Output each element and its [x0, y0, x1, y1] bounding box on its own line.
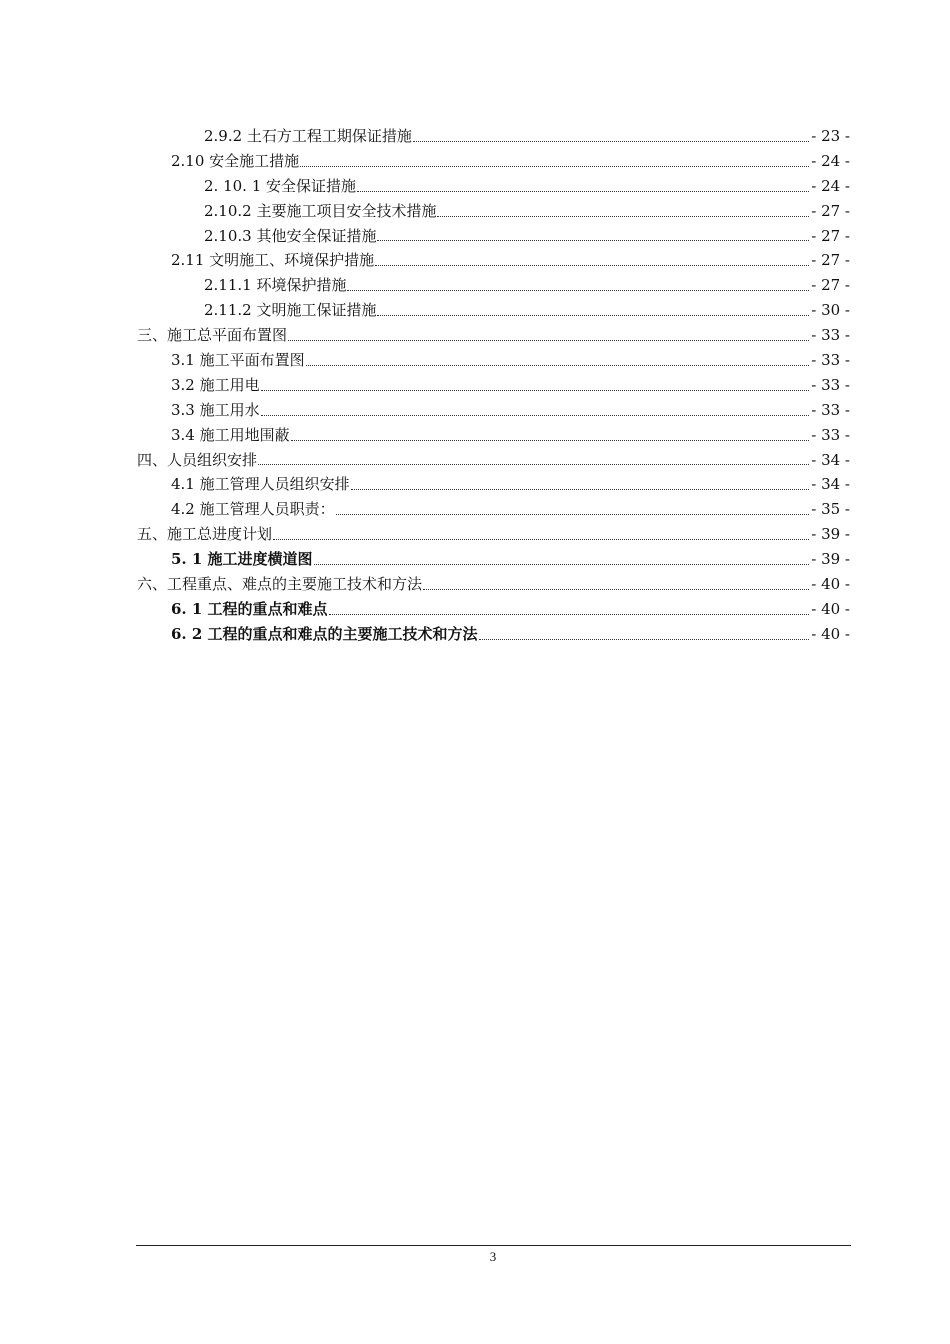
toc-entry-title: 2. 10. 1 安全保证措施	[204, 176, 357, 195]
toc-dot-leader	[299, 149, 811, 174]
toc-entry[interactable]	[0, 174, 950, 199]
toc-dot-leader	[374, 248, 811, 273]
toc-dot-leader	[313, 547, 812, 572]
toc-entry[interactable]	[0, 124, 950, 149]
toc-entry-title: 四、人员组织安排	[137, 450, 258, 469]
footer-divider	[136, 1245, 851, 1246]
toc-entry-page: - 27 -	[811, 201, 850, 220]
table-of-contents	[0, 124, 950, 647]
toc-entry-title: 2.9.2 土石方工程工期保证措施	[204, 127, 412, 145]
toc-entry-title: 2.11 文明施工、环境保护措施	[171, 251, 375, 270]
toc-dot-leader	[290, 423, 812, 448]
toc-dot-leader	[260, 398, 812, 423]
toc-dot-leader	[356, 174, 811, 199]
toc-dot-leader	[260, 373, 812, 398]
toc-entry-title: 2.10.3 其他安全保证措施	[204, 226, 377, 245]
toc-entry-page: - 24 -	[811, 176, 850, 195]
toc-entry-page: - 33 -	[811, 351, 850, 370]
toc-entry[interactable]	[0, 149, 950, 174]
toc-entry[interactable]	[0, 472, 950, 497]
toc-entry-page: - 40 -	[811, 624, 850, 643]
toc-entry[interactable]	[0, 348, 950, 373]
toc-entry[interactable]	[0, 547, 950, 572]
toc-dot-leader	[287, 323, 811, 348]
toc-entry-title: 3.3 施工用水	[171, 400, 260, 419]
toc-entry-page: - 34 -	[811, 475, 850, 494]
toc-entry-page: - 34 -	[811, 450, 850, 469]
toc-dot-leader	[305, 348, 812, 373]
toc-entry-title: 2.10 安全施工措施	[171, 151, 300, 170]
toc-entry[interactable]	[0, 497, 950, 522]
toc-entry-page: - 33 -	[811, 375, 850, 394]
toc-dot-leader	[376, 224, 811, 249]
toc-entry[interactable]	[0, 199, 950, 224]
toc-entry[interactable]	[0, 398, 950, 423]
toc-entry[interactable]	[0, 448, 950, 473]
toc-entry[interactable]	[0, 248, 950, 273]
toc-entry[interactable]	[0, 298, 950, 323]
toc-entry-title: 2.11.1 环境保护措施	[204, 276, 347, 295]
toc-entry[interactable]	[0, 323, 950, 348]
toc-entry-title: 6. 2 工程的重点和难点的主要施工技术和方法	[171, 624, 478, 643]
toc-entry-title: 3.2 施工用电	[171, 375, 260, 394]
toc-entry-page: - 24 -	[811, 151, 850, 170]
toc-entry[interactable]	[0, 224, 950, 249]
toc-entry-title: 2.11.2 文明施工保证措施	[204, 301, 377, 320]
toc-entry-title: 五、施工总进度计划	[137, 525, 273, 544]
toc-entry[interactable]	[0, 423, 950, 448]
toc-entry-page: - 33 -	[811, 425, 850, 444]
toc-entry-page: - 40 -	[811, 599, 850, 618]
toc-dot-leader	[422, 572, 811, 597]
toc-entry[interactable]	[0, 373, 950, 398]
toc-entry-page: - 30 -	[811, 301, 850, 320]
toc-dot-leader	[328, 597, 812, 622]
toc-entry-page: - 33 -	[811, 326, 850, 345]
toc-entry-title: 2.10.2 主要施工项目安全技术措施	[204, 201, 437, 220]
toc-entry-page: - 27 -	[811, 251, 850, 270]
toc-dot-leader	[376, 298, 811, 323]
toc-entry-page: - 40 -	[811, 575, 850, 594]
toc-dot-leader	[346, 273, 811, 298]
toc-dot-leader	[436, 199, 811, 224]
toc-entry[interactable]	[0, 572, 950, 597]
toc-entry[interactable]	[0, 622, 950, 647]
toc-entry-title: 3.4 施工用地围蔽	[171, 425, 290, 444]
toc-entry-page: - 33 -	[811, 400, 850, 419]
toc-entry-page: - 27 -	[811, 276, 850, 295]
toc-dot-leader	[335, 497, 812, 522]
page-number: 3	[489, 1249, 497, 1264]
toc-entry-title: 4.2 施工管理人员职责：	[171, 500, 335, 519]
toc-entry[interactable]	[0, 597, 950, 622]
toc-dot-leader	[350, 472, 812, 497]
toc-entry-page: - 39 -	[811, 525, 850, 544]
toc-entry-page: - 39 -	[811, 550, 850, 569]
toc-dot-leader	[412, 124, 811, 149]
toc-entry-title: 6. 1 工程的重点和难点	[171, 599, 328, 618]
toc-entry-title: 三、施工总平面布置图	[137, 326, 288, 345]
toc-dot-leader	[272, 522, 811, 547]
toc-entry-title: 4.1 施工管理人员组织安排	[171, 475, 350, 494]
toc-entry-page: - 23 -	[811, 127, 850, 145]
toc-entry-title: 5. 1 施工进度横道图	[171, 550, 313, 569]
toc-entry[interactable]	[0, 273, 950, 298]
toc-entry-page: - 35 -	[811, 500, 850, 519]
toc-entry[interactable]	[0, 522, 950, 547]
toc-dot-leader	[478, 622, 812, 647]
toc-entry-page: - 27 -	[811, 226, 850, 245]
toc-entry-title: 3.1 施工平面布置图	[171, 351, 305, 370]
toc-dot-leader	[257, 448, 811, 473]
toc-entry-title: 六、工程重点、难点的主要施工技术和方法	[137, 575, 423, 594]
